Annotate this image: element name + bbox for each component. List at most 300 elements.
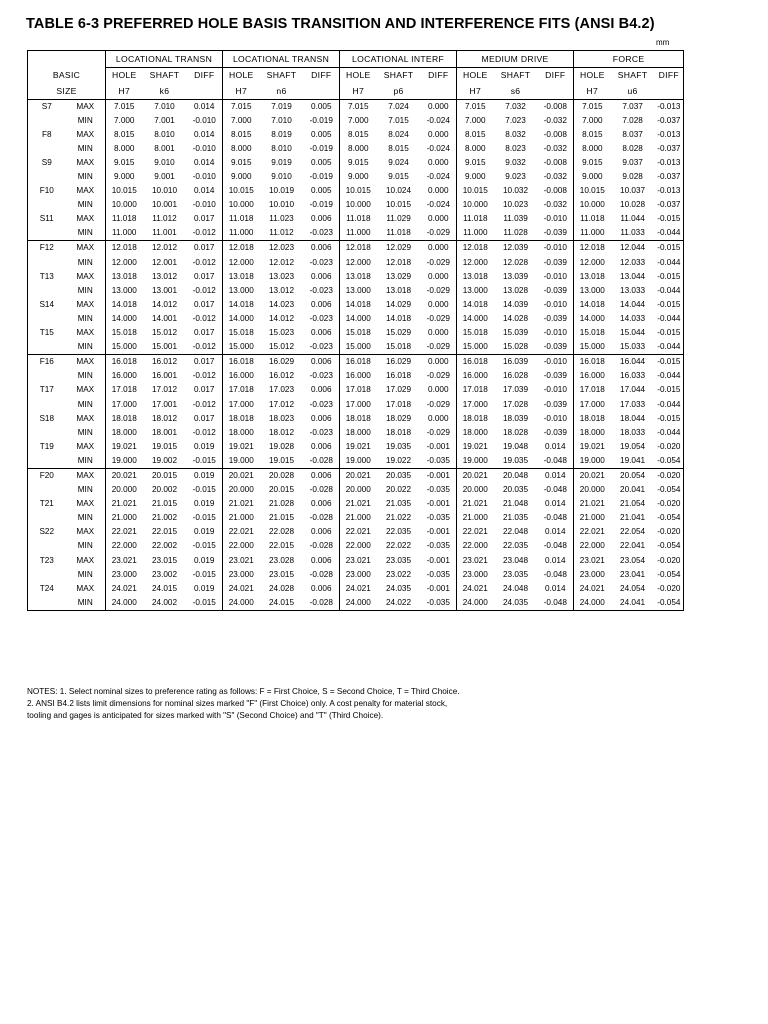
table-row bbox=[28, 525, 684, 539]
shaft-value: 16.044 bbox=[611, 355, 655, 370]
shaft-value: 16.039 bbox=[494, 355, 538, 370]
table-row bbox=[28, 99, 684, 114]
diff-value: -0.039 bbox=[543, 399, 567, 409]
shaft-value: 23.048 bbox=[503, 555, 529, 565]
shaft-value: 15.039 bbox=[503, 328, 529, 338]
diff-value: -0.044 bbox=[655, 226, 684, 241]
group-name-5: FORCE bbox=[574, 51, 684, 68]
hole-value: 18.000 bbox=[106, 426, 143, 440]
shaft-value: 9.019 bbox=[271, 157, 292, 167]
shaft-value: 7.019 bbox=[260, 99, 304, 114]
hole-value: 23.021 bbox=[574, 554, 611, 568]
shaft-value: 23.015 bbox=[151, 555, 178, 565]
diff-value: -0.028 bbox=[309, 569, 333, 579]
shaft-value: 21.028 bbox=[268, 499, 295, 509]
shaft-value: 19.041 bbox=[620, 455, 646, 465]
diff-value: -0.039 bbox=[543, 228, 567, 238]
shaft-value: 13.012 bbox=[151, 271, 178, 281]
shaft-value: 19.028 bbox=[268, 441, 295, 451]
diff-value: -0.015 bbox=[192, 455, 216, 465]
shaft-value: 9.023 bbox=[505, 172, 526, 182]
basic-size-blank bbox=[28, 596, 66, 611]
diff-value: -0.019 bbox=[309, 172, 333, 182]
shaft-value: 8.010 bbox=[154, 129, 175, 139]
hole-value: 14.018 bbox=[106, 298, 143, 312]
hole-value: 14.018 bbox=[574, 298, 611, 312]
shaft-value: 22.022 bbox=[386, 541, 412, 551]
diff-value: -0.010 bbox=[543, 271, 567, 281]
table-row bbox=[28, 212, 684, 226]
shaft-value: 15.012 bbox=[151, 328, 178, 338]
shaft-value: 17.012 bbox=[268, 399, 295, 409]
diff-value: -0.001 bbox=[426, 555, 450, 565]
diff-value: -0.015 bbox=[192, 541, 216, 551]
diff-value: -0.035 bbox=[426, 513, 450, 523]
limit-label: MAX bbox=[76, 441, 95, 451]
hole-value: 9.015 bbox=[223, 156, 260, 170]
hole-value: 11.018 bbox=[340, 212, 377, 226]
table-row bbox=[28, 383, 684, 397]
shaft-value: 22.015 bbox=[268, 541, 295, 551]
diff-value: 0.019 bbox=[194, 499, 215, 509]
basic-size-cell: T21 bbox=[28, 497, 66, 511]
shaft-value: 14.044 bbox=[620, 299, 646, 309]
basic-size-blank bbox=[28, 369, 66, 383]
shaft-value: 16.012 bbox=[268, 371, 295, 381]
table-row bbox=[28, 497, 684, 511]
shaft-value: 16.012 bbox=[143, 355, 187, 370]
basic-size-cell: T24 bbox=[28, 582, 66, 596]
shaft-value: 22.041 bbox=[620, 541, 646, 551]
hole-value: 21.000 bbox=[574, 511, 611, 525]
diff-value: -0.029 bbox=[426, 285, 450, 295]
table-row bbox=[28, 568, 684, 582]
shaft-value: 24.002 bbox=[143, 596, 187, 611]
diff-value: -0.015 bbox=[655, 212, 684, 226]
shaft-value: 9.024 bbox=[388, 157, 409, 167]
diff-value: 0.000 bbox=[421, 355, 457, 370]
basic-size-blank bbox=[28, 170, 66, 184]
group-name-4: MEDIUM DRIVE bbox=[457, 51, 574, 68]
diff-value: 0.006 bbox=[311, 328, 332, 338]
hole-value: 10.015 bbox=[457, 184, 494, 198]
hole-value: 13.000 bbox=[574, 284, 611, 298]
shaft-value: 9.010 bbox=[154, 157, 175, 167]
diff-value: -0.020 bbox=[655, 497, 684, 511]
hole-value: 13.018 bbox=[223, 270, 260, 284]
shaft-value: 7.032 bbox=[494, 99, 538, 114]
diff-value: -0.054 bbox=[655, 483, 684, 497]
hole-value: 20.000 bbox=[106, 483, 143, 497]
hole-value: 11.018 bbox=[106, 212, 143, 226]
diff-value: -0.001 bbox=[426, 441, 450, 451]
diff-value: -0.048 bbox=[538, 596, 574, 611]
hole-value: 11.000 bbox=[223, 226, 260, 241]
hole-value: 21.021 bbox=[223, 497, 260, 511]
shaft-value: 20.028 bbox=[260, 468, 304, 483]
basic-size-cell: S7 bbox=[28, 99, 66, 114]
shaft-value: 19.015 bbox=[151, 441, 178, 451]
hole-value: 8.000 bbox=[340, 142, 377, 156]
diff-value: 0.019 bbox=[194, 441, 215, 451]
diff-value: 0.006 bbox=[311, 271, 332, 281]
shaft-value: 16.028 bbox=[503, 371, 529, 381]
hole-value: 15.018 bbox=[223, 326, 260, 340]
diff-value: -0.019 bbox=[309, 115, 333, 125]
diff-value: -0.015 bbox=[655, 355, 684, 370]
hole-value: 21.000 bbox=[340, 511, 377, 525]
table-row bbox=[28, 397, 684, 411]
hole-value: 23.000 bbox=[457, 568, 494, 582]
hole-value: 17.018 bbox=[574, 383, 611, 397]
shaft-value: 12.018 bbox=[386, 257, 412, 267]
hole-value: 14.000 bbox=[340, 312, 377, 326]
hole-value: 13.000 bbox=[223, 284, 260, 298]
limit-label: MAX bbox=[76, 129, 95, 139]
diff-value: -0.035 bbox=[421, 596, 457, 611]
hole-value: 21.000 bbox=[106, 511, 143, 525]
hole-value: 10.000 bbox=[574, 198, 611, 212]
diff-value: -0.035 bbox=[426, 541, 450, 551]
shaft-value: 24.054 bbox=[620, 583, 646, 593]
shaft-value: 10.010 bbox=[268, 200, 295, 210]
diff-value: 0.005 bbox=[304, 99, 340, 114]
limit-label: MAX bbox=[76, 555, 95, 565]
diff-value: -0.048 bbox=[543, 569, 567, 579]
shaft-value: 12.023 bbox=[260, 241, 304, 256]
shaft-fit: n6 bbox=[276, 85, 287, 96]
diff-value: -0.010 bbox=[543, 385, 567, 395]
hole-value: 18.018 bbox=[574, 412, 611, 426]
shaft-value: 8.024 bbox=[388, 129, 409, 139]
diff-value: 0.014 bbox=[545, 441, 566, 451]
hole-value: 7.000 bbox=[340, 114, 377, 128]
shaft-value: 11.012 bbox=[269, 228, 294, 238]
diff-value: -0.029 bbox=[426, 313, 450, 323]
hole-value: 18.018 bbox=[223, 412, 260, 426]
hole-value: 11.000 bbox=[340, 226, 377, 241]
shaft-header: SHAFT bbox=[383, 70, 414, 81]
shaft-value: 15.033 bbox=[620, 342, 646, 352]
shaft-value: 14.012 bbox=[151, 299, 178, 309]
shaft-value: 24.022 bbox=[377, 596, 421, 611]
hole-value: 15.018 bbox=[340, 326, 377, 340]
shaft-value: 23.028 bbox=[268, 555, 295, 565]
hole-value: 15.018 bbox=[106, 326, 143, 340]
diff-value: -0.023 bbox=[309, 342, 333, 352]
hole-value: 18.018 bbox=[106, 412, 143, 426]
hole-value: 16.018 bbox=[223, 355, 260, 370]
hole-value: 18.018 bbox=[457, 412, 494, 426]
table-row bbox=[28, 326, 684, 340]
limit-label: MIN bbox=[77, 172, 93, 182]
hole-value: 23.021 bbox=[457, 554, 494, 568]
hole-value: 22.021 bbox=[340, 525, 377, 539]
shaft-value: 14.039 bbox=[503, 299, 529, 309]
table-row bbox=[28, 142, 684, 156]
shaft-value: 23.022 bbox=[386, 569, 412, 579]
hole-value: 16.000 bbox=[574, 369, 611, 383]
shaft-header: SHAFT bbox=[500, 70, 531, 81]
notes bbox=[27, 686, 460, 722]
basic-size-blank bbox=[28, 483, 66, 497]
limit-label: MAX bbox=[76, 157, 95, 167]
shaft-fit: s6 bbox=[510, 85, 521, 96]
shaft-value: 16.029 bbox=[260, 355, 304, 370]
hole-value: 14.018 bbox=[223, 298, 260, 312]
shaft-value: 11.023 bbox=[269, 214, 294, 224]
shaft-value: 15.028 bbox=[503, 342, 529, 352]
diff-value: -0.001 bbox=[426, 583, 450, 593]
diff-value: -0.010 bbox=[543, 299, 567, 309]
diff-value: 0.006 bbox=[311, 413, 332, 423]
diff-value: 0.000 bbox=[428, 271, 449, 281]
hole-value: 16.000 bbox=[457, 369, 494, 383]
hole-value: 12.000 bbox=[106, 256, 143, 270]
hole-value: 12.000 bbox=[340, 256, 377, 270]
shaft-value: 9.001 bbox=[154, 172, 175, 182]
shaft-value: 14.033 bbox=[620, 313, 646, 323]
hole-value: 24.000 bbox=[223, 596, 260, 611]
shaft-value: 24.035 bbox=[494, 596, 538, 611]
hole-value: 17.000 bbox=[457, 397, 494, 411]
diff-value: -0.008 bbox=[543, 186, 567, 196]
shaft-value: 24.028 bbox=[268, 583, 295, 593]
shaft-value: 12.012 bbox=[268, 257, 295, 267]
diff-value: -0.029 bbox=[426, 399, 450, 409]
diff-value: -0.035 bbox=[426, 455, 450, 465]
hole-value: 11.018 bbox=[574, 212, 611, 226]
shaft-value: 14.029 bbox=[386, 299, 412, 309]
hole-value: 18.000 bbox=[340, 426, 377, 440]
limit-label: MIN bbox=[77, 115, 93, 125]
shaft-value: 21.022 bbox=[386, 513, 412, 523]
diff-value: -0.023 bbox=[309, 228, 333, 238]
shaft-value: 18.029 bbox=[386, 413, 412, 423]
hole-value: 22.000 bbox=[574, 539, 611, 553]
diff-value: 0.019 bbox=[194, 555, 215, 565]
hole-value: 24.000 bbox=[106, 596, 143, 611]
hole-value: 14.018 bbox=[340, 298, 377, 312]
diff-value: -0.044 bbox=[655, 312, 684, 326]
limit-label: MIN bbox=[77, 541, 93, 551]
limit-label: MAX bbox=[76, 299, 95, 309]
shaft-value: 18.044 bbox=[620, 413, 646, 423]
shaft-value: 7.015 bbox=[388, 115, 409, 125]
shaft-value: 12.044 bbox=[611, 241, 655, 256]
diff-value: 0.019 bbox=[194, 527, 215, 537]
table-row bbox=[28, 511, 684, 525]
group-name-1: LOCATIONAL TRANSN bbox=[106, 51, 223, 68]
hole-value: 14.018 bbox=[457, 298, 494, 312]
diff-value: -0.054 bbox=[655, 454, 684, 469]
diff-value: -0.024 bbox=[426, 143, 450, 153]
diff-value: -0.015 bbox=[655, 383, 684, 397]
hole-value: 24.021 bbox=[457, 582, 494, 596]
shaft-value: 14.023 bbox=[268, 299, 295, 309]
limit-label: MAX bbox=[76, 413, 95, 423]
diff-value: -0.015 bbox=[192, 513, 216, 523]
shaft-value: 10.037 bbox=[620, 186, 646, 196]
hole-value: 15.000 bbox=[223, 340, 260, 355]
shaft-value: 19.015 bbox=[268, 455, 295, 465]
limit-label: MIN bbox=[77, 228, 93, 238]
shaft-value: 12.033 bbox=[620, 257, 646, 267]
diff-value: 0.005 bbox=[311, 157, 332, 167]
basic-size-blank bbox=[28, 284, 66, 298]
shaft-value: 24.015 bbox=[151, 583, 178, 593]
hole-value: 7.000 bbox=[457, 114, 494, 128]
diff-value: -0.044 bbox=[655, 340, 684, 355]
hole-value: 14.000 bbox=[106, 312, 143, 326]
shaft-value: 10.028 bbox=[620, 200, 646, 210]
hole-value: 22.021 bbox=[223, 525, 260, 539]
table-row bbox=[28, 355, 684, 370]
diff-value: -0.044 bbox=[655, 397, 684, 411]
table-row bbox=[28, 440, 684, 454]
diff-value: -0.020 bbox=[655, 525, 684, 539]
diff-value: -0.029 bbox=[426, 257, 450, 267]
shaft-value: 20.041 bbox=[620, 485, 646, 495]
diff-value: 0.006 bbox=[311, 499, 332, 509]
hole-fit: H7 bbox=[574, 83, 611, 99]
hole-value: 9.015 bbox=[340, 156, 377, 170]
shaft-value: 12.001 bbox=[151, 257, 178, 267]
diff-value: -0.012 bbox=[192, 427, 216, 437]
diff-value: -0.029 bbox=[426, 228, 450, 238]
hole-fit: H7 bbox=[106, 83, 143, 99]
table-row bbox=[28, 270, 684, 284]
diff-value: -0.001 bbox=[421, 468, 457, 483]
shaft-value: 16.029 bbox=[377, 355, 421, 370]
shaft-value: 8.028 bbox=[622, 143, 643, 153]
hole-value: 12.018 bbox=[106, 241, 143, 256]
basic-size-blank bbox=[28, 312, 66, 326]
diff-value: -0.048 bbox=[543, 455, 567, 465]
diff-value: -0.029 bbox=[426, 342, 450, 352]
hole-value: 19.000 bbox=[457, 454, 494, 469]
shaft-value: 7.001 bbox=[154, 115, 175, 125]
shaft-header: SHAFT bbox=[617, 70, 648, 81]
basic-size-cell: S11 bbox=[28, 212, 66, 226]
basic-size-blank bbox=[28, 568, 66, 582]
diff-value: 0.000 bbox=[428, 186, 449, 196]
table-row bbox=[28, 340, 684, 355]
shaft-value: 22.015 bbox=[151, 527, 178, 537]
basic-size-blank bbox=[28, 511, 66, 525]
diff-value: -0.054 bbox=[655, 511, 684, 525]
diff-value: -0.010 bbox=[538, 355, 574, 370]
diff-value: 0.006 bbox=[304, 468, 340, 483]
limit-label: MIN bbox=[77, 371, 93, 381]
header-row-fits bbox=[28, 83, 684, 99]
shaft-value: 24.015 bbox=[260, 596, 304, 611]
group-name-2: LOCATIONAL TRANSN bbox=[223, 51, 340, 68]
hole-header: HOLE bbox=[457, 67, 494, 83]
hole-value: 16.018 bbox=[457, 355, 494, 370]
shaft-value: 22.054 bbox=[620, 527, 646, 537]
hole-value: 19.021 bbox=[574, 440, 611, 454]
shaft-value: 12.028 bbox=[503, 257, 529, 267]
hole-value: 10.000 bbox=[457, 198, 494, 212]
hole-value: 13.018 bbox=[457, 270, 494, 284]
hole-value: 18.000 bbox=[223, 426, 260, 440]
diff-value: 0.017 bbox=[194, 328, 215, 338]
shaft-value: 15.001 bbox=[151, 342, 178, 352]
diff-header: DIFF bbox=[655, 67, 684, 83]
hole-value: 9.015 bbox=[574, 156, 611, 170]
shaft-value: 10.019 bbox=[268, 186, 295, 196]
shaft-value: 13.001 bbox=[151, 285, 178, 295]
shaft-value: 9.015 bbox=[388, 172, 409, 182]
hole-value: 7.015 bbox=[223, 99, 260, 114]
hole-value: 12.000 bbox=[223, 256, 260, 270]
diff-value: 0.017 bbox=[194, 214, 215, 224]
table-header bbox=[28, 51, 684, 100]
table-row bbox=[28, 156, 684, 170]
hole-value: 10.000 bbox=[223, 198, 260, 212]
hole-value: 21.021 bbox=[340, 497, 377, 511]
header-row-group bbox=[28, 51, 684, 68]
diff-value: -0.032 bbox=[543, 200, 567, 210]
hole-value: 16.000 bbox=[223, 369, 260, 383]
diff-value: -0.039 bbox=[543, 342, 567, 352]
diff-value: -0.013 bbox=[655, 99, 684, 114]
hole-value: 11.000 bbox=[106, 226, 143, 241]
diff-value: -0.010 bbox=[538, 241, 574, 256]
hole-value: 10.000 bbox=[106, 198, 143, 212]
shaft-value: 23.015 bbox=[268, 569, 295, 579]
hole-value: 22.000 bbox=[340, 539, 377, 553]
shaft-value: 18.023 bbox=[268, 413, 295, 423]
table-row bbox=[28, 226, 684, 241]
basic-label: BASIC bbox=[28, 67, 106, 83]
diff-value: -0.012 bbox=[192, 313, 216, 323]
diff-header: DIFF bbox=[545, 70, 566, 81]
basic-size-cell: F12 bbox=[28, 241, 66, 256]
diff-value: -0.039 bbox=[543, 371, 567, 381]
hole-value: 21.021 bbox=[457, 497, 494, 511]
hole-value: 22.000 bbox=[457, 539, 494, 553]
hole-header: HOLE bbox=[340, 67, 377, 83]
hole-value: 17.018 bbox=[106, 383, 143, 397]
basic-size-blank bbox=[28, 454, 66, 469]
note-line: tooling and gages is anticipated for sizes marked with "S" (Second Choice) and "T" (Third Choice). bbox=[27, 711, 384, 720]
hole-value: 7.000 bbox=[574, 114, 611, 128]
diff-value: 0.017 bbox=[187, 241, 223, 256]
note-line: NOTES: 1. Select nominal sizes to preference rating as follows: F = First Choice, S = Second Choice, T = Third Choice. bbox=[27, 687, 460, 696]
basic-size-cell: F16 bbox=[28, 355, 66, 370]
shaft-value: 23.035 bbox=[386, 555, 412, 565]
shaft-fit: k6 bbox=[159, 85, 170, 96]
table-row bbox=[28, 312, 684, 326]
hole-value: 9.000 bbox=[574, 170, 611, 184]
shaft-value: 21.041 bbox=[620, 513, 646, 523]
diff-header: DIFF bbox=[194, 70, 215, 81]
hole-value: 11.018 bbox=[223, 212, 260, 226]
diff-value: 0.014 bbox=[187, 99, 223, 114]
basic-size-blank bbox=[28, 426, 66, 440]
diff-value: -0.010 bbox=[543, 413, 567, 423]
hole-fit: H7 bbox=[457, 83, 494, 99]
diff-value: -0.012 bbox=[192, 399, 216, 409]
shaft-value: 15.012 bbox=[268, 342, 295, 352]
basic-size-cell: S18 bbox=[28, 412, 66, 426]
shaft-value: 22.048 bbox=[503, 527, 529, 537]
diff-value: -0.039 bbox=[543, 285, 567, 295]
shaft-value: 8.010 bbox=[271, 143, 292, 153]
shaft-value: 19.035 bbox=[386, 441, 412, 451]
